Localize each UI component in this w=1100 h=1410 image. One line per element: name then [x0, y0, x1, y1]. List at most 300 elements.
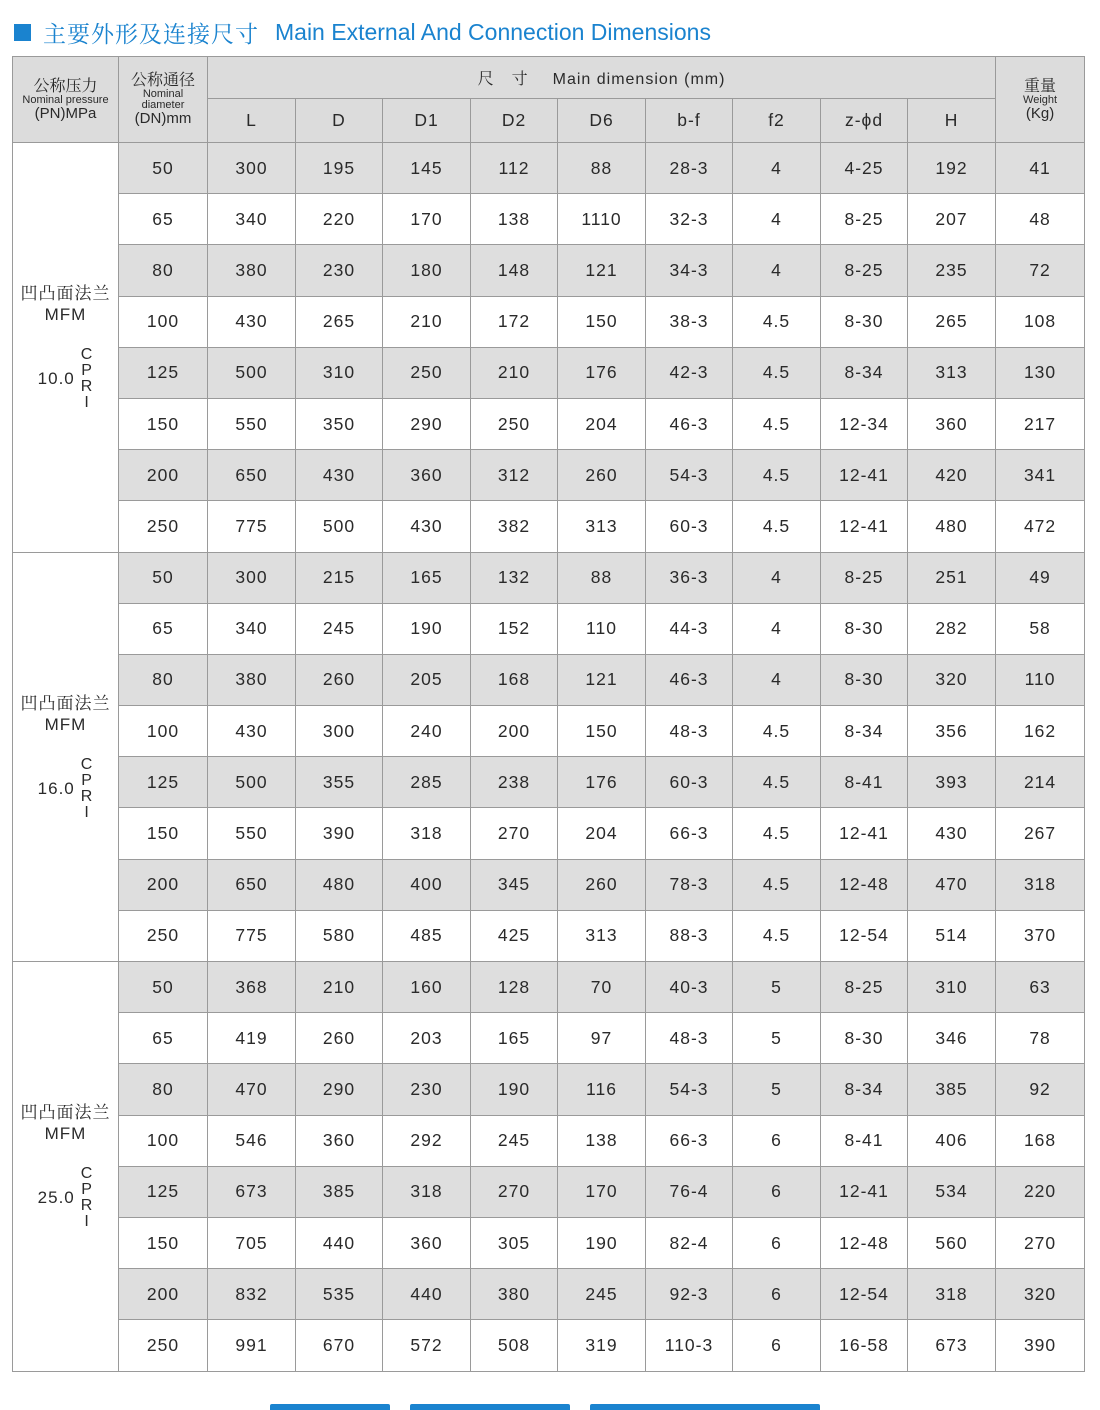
value-cell: 260	[558, 859, 646, 910]
value-cell: 313	[558, 501, 646, 552]
value-cell: 145	[383, 143, 471, 194]
value-cell: 34-3	[646, 245, 733, 296]
value-cell: 300	[208, 143, 296, 194]
header-weight-en: Weight	[1023, 93, 1058, 106]
value-cell: 390	[296, 808, 383, 859]
value-cell: 8-25	[821, 962, 908, 1013]
value-cell: 368	[208, 962, 296, 1013]
value-cell: 110-3	[646, 1320, 733, 1371]
value-cell: 4.5	[733, 859, 821, 910]
value-cell: 514	[908, 910, 996, 961]
value-cell: 54-3	[646, 450, 733, 501]
table-row	[13, 1013, 1085, 1064]
header-pn-unit: (PN)MPa	[34, 104, 97, 122]
value-cell: 480	[908, 501, 996, 552]
pressure-rating	[13, 1166, 118, 1230]
value-cell: 650	[208, 450, 296, 501]
value-cell: 1110	[558, 194, 646, 245]
dn-cell: 100	[119, 296, 208, 347]
value-cell: 4.5	[733, 450, 821, 501]
value-cell: 12-34	[821, 398, 908, 449]
value-cell: 705	[208, 1217, 296, 1268]
value-cell: 500	[296, 501, 383, 552]
flange-type-en: MFM	[44, 305, 87, 325]
value-cell: 70	[558, 962, 646, 1013]
header-dn-cn: 公称通径	[130, 72, 195, 89]
value-cell: 6	[733, 1217, 821, 1268]
value-cell: 355	[296, 757, 383, 808]
value-cell: 88-3	[646, 910, 733, 961]
column-header: b-f	[646, 99, 733, 143]
pressure-rating	[13, 757, 118, 821]
table-row	[13, 398, 1085, 449]
value-cell: 535	[296, 1269, 383, 1320]
value-cell: 419	[208, 1013, 296, 1064]
value-cell: 8-30	[821, 1013, 908, 1064]
value-cell: 267	[996, 808, 1085, 859]
value-cell: 72	[996, 245, 1085, 296]
table-row	[13, 194, 1085, 245]
header-main-dim-en: Main dimension (mm)	[552, 71, 726, 88]
value-cell: 48-3	[646, 1013, 733, 1064]
flange-type-cn: 凹凸面法兰	[20, 1103, 111, 1123]
dn-cell: 200	[119, 450, 208, 501]
value-cell: 832	[208, 1269, 296, 1320]
value-cell: 485	[383, 910, 471, 961]
value-cell: 5	[733, 1064, 821, 1115]
pressure-class	[81, 1166, 94, 1230]
value-cell: 148	[471, 245, 558, 296]
value-cell: 12-41	[821, 1166, 908, 1217]
header-main-dimension	[208, 57, 996, 99]
value-cell: 4	[733, 245, 821, 296]
value-cell: 180	[383, 245, 471, 296]
value-cell: 176	[558, 347, 646, 398]
value-cell: 340	[208, 194, 296, 245]
value-cell: 110	[558, 603, 646, 654]
column-header: H	[908, 99, 996, 143]
value-cell: 313	[558, 910, 646, 961]
value-cell: 360	[383, 450, 471, 501]
value-cell: 6	[733, 1320, 821, 1371]
table-row	[13, 1115, 1085, 1166]
pressure-class-letter: R	[80, 1197, 94, 1215]
value-cell: 58	[996, 603, 1085, 654]
header-dn-en2: diameter	[141, 99, 185, 111]
value-cell: 240	[383, 706, 471, 757]
value-cell: 4.5	[733, 808, 821, 859]
value-cell: 305	[471, 1217, 558, 1268]
table-row	[13, 706, 1085, 757]
dn-cell: 250	[119, 1320, 208, 1371]
pressure-class-letter: P	[81, 1181, 93, 1199]
value-cell: 534	[908, 1166, 996, 1217]
value-cell: 670	[296, 1320, 383, 1371]
value-cell: 66-3	[646, 808, 733, 859]
value-cell: 318	[996, 859, 1085, 910]
value-cell: 470	[908, 859, 996, 910]
value-cell: 673	[908, 1320, 996, 1371]
value-cell: 390	[996, 1320, 1085, 1371]
header-dn-unit: (DN)mm	[134, 110, 192, 127]
value-cell: 46-3	[646, 398, 733, 449]
value-cell: 4	[733, 194, 821, 245]
value-cell: 350	[296, 398, 383, 449]
table-row	[13, 808, 1085, 859]
pressure-class-letter: I	[84, 803, 90, 821]
value-cell: 8-41	[821, 757, 908, 808]
table-row	[13, 501, 1085, 552]
value-cell: 130	[996, 347, 1085, 398]
value-cell: 4.5	[733, 501, 821, 552]
value-cell: 121	[558, 654, 646, 705]
value-cell: 40-3	[646, 962, 733, 1013]
value-cell: 312	[471, 450, 558, 501]
value-cell: 6	[733, 1166, 821, 1217]
value-cell: 260	[558, 450, 646, 501]
title-en: Main External And Connection Dimensions	[275, 18, 711, 45]
value-cell: 340	[208, 603, 296, 654]
pressure-group-cell	[13, 962, 119, 1372]
value-cell: 775	[208, 501, 296, 552]
value-cell: 92-3	[646, 1269, 733, 1320]
value-cell: 32-3	[646, 194, 733, 245]
value-cell: 285	[383, 757, 471, 808]
value-cell: 42-3	[646, 347, 733, 398]
value-cell: 546	[208, 1115, 296, 1166]
value-cell: 238	[471, 757, 558, 808]
value-cell: 8-34	[821, 1064, 908, 1115]
table-row	[13, 450, 1085, 501]
value-cell: 165	[471, 1013, 558, 1064]
column-header: D1	[383, 99, 471, 143]
value-cell: 4.5	[733, 757, 821, 808]
table-row	[13, 1166, 1085, 1217]
value-cell: 550	[208, 398, 296, 449]
dn-cell: 125	[119, 757, 208, 808]
value-cell: 260	[296, 654, 383, 705]
value-cell: 310	[296, 347, 383, 398]
value-cell: 345	[471, 859, 558, 910]
value-cell: 12-54	[821, 1269, 908, 1320]
value-cell: 36-3	[646, 552, 733, 603]
value-cell: 210	[383, 296, 471, 347]
pressure-class-letter: R	[80, 787, 94, 805]
value-cell: 4	[733, 143, 821, 194]
value-cell: 12-41	[821, 450, 908, 501]
flange-type-en: MFM	[44, 714, 87, 734]
pressure-class-letter: P	[81, 771, 93, 789]
value-cell: 393	[908, 757, 996, 808]
value-cell: 4-25	[821, 143, 908, 194]
value-cell: 341	[996, 450, 1085, 501]
section-title	[14, 14, 711, 50]
value-cell: 176	[558, 757, 646, 808]
dn-cell: 50	[119, 552, 208, 603]
pressure-group-cell	[13, 552, 119, 962]
value-cell: 400	[383, 859, 471, 910]
table-row	[13, 757, 1085, 808]
value-cell: 360	[383, 1217, 471, 1268]
dn-cell: 125	[119, 1166, 208, 1217]
header-weight-unit: (Kg)	[1025, 104, 1055, 122]
dn-cell: 250	[119, 910, 208, 961]
header-weight	[996, 57, 1085, 143]
value-cell: 152	[471, 603, 558, 654]
table-row	[13, 347, 1085, 398]
table-row	[13, 962, 1085, 1013]
table-row	[13, 1269, 1085, 1320]
value-cell: 430	[296, 450, 383, 501]
value-cell: 203	[383, 1013, 471, 1064]
value-cell: 500	[208, 757, 296, 808]
pressure-class-letter: C	[80, 346, 94, 364]
value-cell: 215	[296, 552, 383, 603]
pressure-class	[81, 347, 94, 411]
value-cell: 245	[471, 1115, 558, 1166]
value-cell: 245	[296, 603, 383, 654]
value-cell: 472	[996, 501, 1085, 552]
value-cell: 207	[908, 194, 996, 245]
value-cell: 108	[996, 296, 1085, 347]
dimensions-table	[12, 56, 1085, 1372]
dn-cell: 150	[119, 398, 208, 449]
value-cell: 425	[471, 910, 558, 961]
value-cell: 63	[996, 962, 1085, 1013]
value-cell: 6	[733, 1115, 821, 1166]
header-nominal-pressure	[13, 57, 119, 143]
value-cell: 430	[383, 501, 471, 552]
table-row	[13, 1064, 1085, 1115]
value-cell: 360	[296, 1115, 383, 1166]
value-cell: 8-30	[821, 654, 908, 705]
value-cell: 210	[296, 962, 383, 1013]
value-cell: 12-41	[821, 501, 908, 552]
pressure-value: 25.0	[37, 1188, 75, 1208]
value-cell: 480	[296, 859, 383, 910]
value-cell: 356	[908, 706, 996, 757]
table-row	[13, 603, 1085, 654]
value-cell: 138	[471, 194, 558, 245]
value-cell: 320	[996, 1269, 1085, 1320]
value-cell: 97	[558, 1013, 646, 1064]
value-cell: 991	[208, 1320, 296, 1371]
pressure-value: 16.0	[37, 778, 75, 798]
pressure-class-letter: P	[81, 362, 93, 380]
value-cell: 88	[558, 552, 646, 603]
value-cell: 48	[996, 194, 1085, 245]
header-weight-cn: 重量	[1024, 77, 1057, 95]
dn-cell: 100	[119, 1115, 208, 1166]
pressure-rating	[13, 347, 118, 411]
value-cell: 560	[908, 1217, 996, 1268]
dn-cell: 150	[119, 808, 208, 859]
value-cell: 8-34	[821, 706, 908, 757]
pressure-class-letter: I	[84, 1213, 90, 1231]
value-cell: 150	[558, 706, 646, 757]
value-cell: 346	[908, 1013, 996, 1064]
value-cell: 160	[383, 962, 471, 1013]
value-cell: 4	[733, 654, 821, 705]
value-cell: 292	[383, 1115, 471, 1166]
value-cell: 112	[471, 143, 558, 194]
dn-cell: 80	[119, 245, 208, 296]
value-cell: 380	[208, 654, 296, 705]
value-cell: 48-3	[646, 706, 733, 757]
table-row	[13, 910, 1085, 961]
value-cell: 4	[733, 603, 821, 654]
value-cell: 168	[996, 1115, 1085, 1166]
value-cell: 290	[296, 1064, 383, 1115]
value-cell: 572	[383, 1320, 471, 1371]
value-cell: 190	[558, 1217, 646, 1268]
value-cell: 580	[296, 910, 383, 961]
pressure-class	[81, 757, 94, 821]
square-bullet-icon	[14, 24, 31, 41]
value-cell: 128	[471, 962, 558, 1013]
value-cell: 4.5	[733, 398, 821, 449]
value-cell: 370	[996, 910, 1085, 961]
value-cell: 382	[471, 501, 558, 552]
value-cell: 12-41	[821, 808, 908, 859]
value-cell: 300	[296, 706, 383, 757]
header-main-dim-cn: 尺 寸	[477, 71, 529, 88]
pressure-group-cell	[13, 143, 119, 553]
table-row	[13, 1217, 1085, 1268]
value-cell: 204	[558, 398, 646, 449]
value-cell: 230	[296, 245, 383, 296]
value-cell: 5	[733, 962, 821, 1013]
dn-cell: 50	[119, 962, 208, 1013]
value-cell: 360	[908, 398, 996, 449]
value-cell: 220	[296, 194, 383, 245]
value-cell: 138	[558, 1115, 646, 1166]
header-dn-en1: Nominal	[142, 88, 184, 100]
value-cell: 250	[471, 398, 558, 449]
value-cell: 4.5	[733, 910, 821, 961]
dn-cell: 65	[119, 1013, 208, 1064]
value-cell: 380	[471, 1269, 558, 1320]
value-cell: 270	[471, 1166, 558, 1217]
pressure-class-letter: R	[80, 378, 94, 396]
value-cell: 220	[996, 1166, 1085, 1217]
value-cell: 300	[208, 552, 296, 603]
value-cell: 92	[996, 1064, 1085, 1115]
value-cell: 82-4	[646, 1217, 733, 1268]
value-cell: 170	[383, 194, 471, 245]
value-cell: 430	[908, 808, 996, 859]
table-row	[13, 296, 1085, 347]
value-cell: 190	[471, 1064, 558, 1115]
value-cell: 78-3	[646, 859, 733, 910]
value-cell: 214	[996, 757, 1085, 808]
column-header: L	[208, 99, 296, 143]
value-cell: 235	[908, 245, 996, 296]
dn-cell: 80	[119, 1064, 208, 1115]
table-row	[13, 245, 1085, 296]
header-pn-en: Nominal pressure	[22, 93, 109, 106]
value-cell: 260	[296, 1013, 383, 1064]
value-cell: 78	[996, 1013, 1085, 1064]
flange-type-en: MFM	[44, 1124, 87, 1144]
dn-cell: 125	[119, 347, 208, 398]
value-cell: 8-30	[821, 296, 908, 347]
pressure-value: 10.0	[37, 369, 75, 389]
value-cell: 54-3	[646, 1064, 733, 1115]
value-cell: 168	[471, 654, 558, 705]
value-cell: 60-3	[646, 501, 733, 552]
value-cell: 12-48	[821, 1217, 908, 1268]
dn-cell: 65	[119, 194, 208, 245]
value-cell: 217	[996, 398, 1085, 449]
value-cell: 420	[908, 450, 996, 501]
column-header: D6	[558, 99, 646, 143]
title-cn: 主要外形及连接尺寸	[43, 20, 259, 47]
value-cell: 165	[383, 552, 471, 603]
value-cell: 290	[383, 398, 471, 449]
value-cell: 4.5	[733, 706, 821, 757]
value-cell: 310	[908, 962, 996, 1013]
value-cell: 162	[996, 706, 1085, 757]
value-cell: 6	[733, 1269, 821, 1320]
value-cell: 440	[383, 1269, 471, 1320]
value-cell: 38-3	[646, 296, 733, 347]
value-cell: 550	[208, 808, 296, 859]
header-nominal-diameter	[119, 57, 208, 143]
pressure-class-letter: I	[84, 394, 90, 412]
value-cell: 132	[471, 552, 558, 603]
value-cell: 673	[208, 1166, 296, 1217]
value-cell: 4.5	[733, 296, 821, 347]
value-cell: 172	[471, 296, 558, 347]
value-cell: 16-58	[821, 1320, 908, 1371]
value-cell: 121	[558, 245, 646, 296]
value-cell: 318	[908, 1269, 996, 1320]
flange-type-cn: 凹凸面法兰	[20, 284, 111, 304]
value-cell: 385	[296, 1166, 383, 1217]
value-cell: 8-25	[821, 194, 908, 245]
value-cell: 385	[908, 1064, 996, 1115]
value-cell: 318	[383, 808, 471, 859]
pressure-class-letter: C	[80, 1165, 94, 1183]
value-cell: 8-25	[821, 245, 908, 296]
value-cell: 170	[558, 1166, 646, 1217]
value-cell: 8-30	[821, 603, 908, 654]
dn-cell: 80	[119, 654, 208, 705]
dn-cell: 250	[119, 501, 208, 552]
value-cell: 195	[296, 143, 383, 194]
value-cell: 430	[208, 296, 296, 347]
column-header: D	[296, 99, 383, 143]
value-cell: 319	[558, 1320, 646, 1371]
column-header: f2	[733, 99, 821, 143]
dn-cell: 200	[119, 1269, 208, 1320]
value-cell: 44-3	[646, 603, 733, 654]
value-cell: 230	[383, 1064, 471, 1115]
dn-cell: 150	[119, 1217, 208, 1268]
value-cell: 8-34	[821, 347, 908, 398]
column-header: z-ϕd	[821, 99, 908, 143]
value-cell: 49	[996, 552, 1085, 603]
dn-cell: 50	[119, 143, 208, 194]
value-cell: 192	[908, 143, 996, 194]
table-row	[13, 654, 1085, 705]
value-cell: 28-3	[646, 143, 733, 194]
value-cell: 440	[296, 1217, 383, 1268]
column-header: D2	[471, 99, 558, 143]
value-cell: 500	[208, 347, 296, 398]
value-cell: 204	[558, 808, 646, 859]
